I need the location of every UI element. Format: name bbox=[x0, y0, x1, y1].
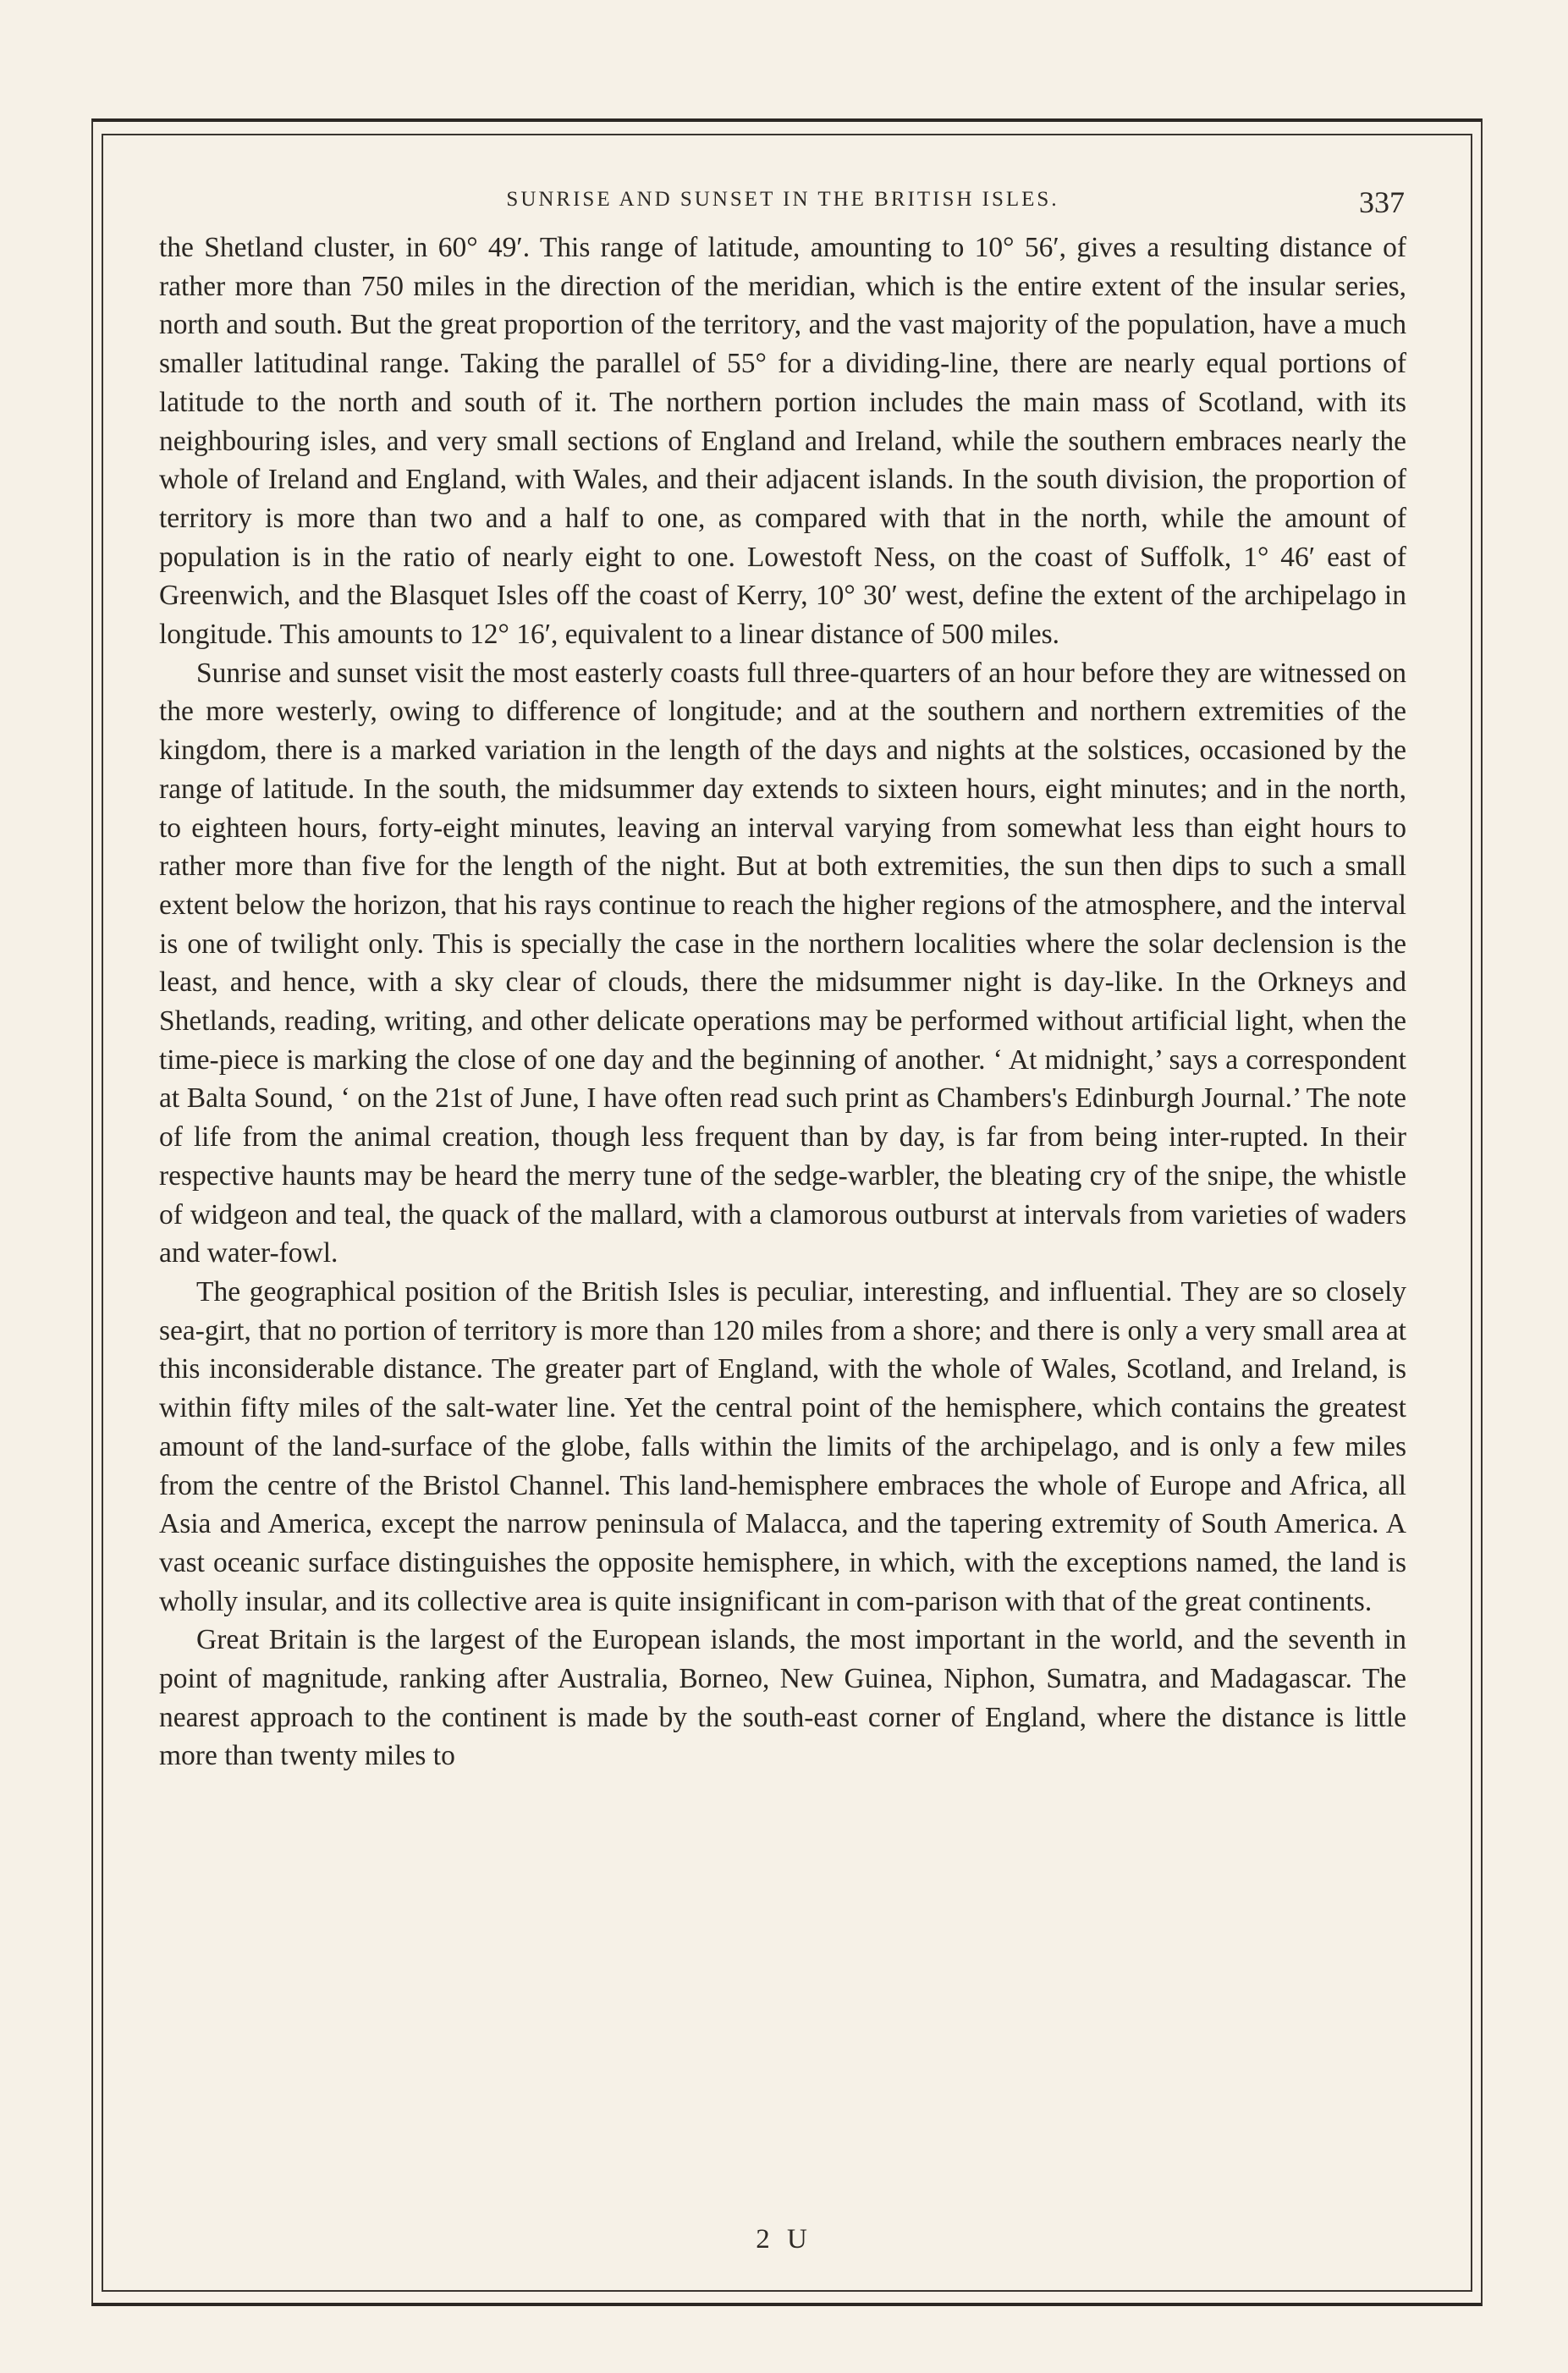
running-title: SUNRISE AND SUNSET IN THE BRITISH ISLES. bbox=[506, 188, 1059, 211]
paragraph: Sunrise and sunset visit the most easterly coasts full three-quarters of an hour before they are witnessed on the more westerly, owing to difference of longitude; and at the southern and northern extremities of the kingdom, there is a marked variation in the length of the days and nights at the solstices, occasioned by the range of latitude. In the south, the midsummer day extends to sixteen hours, eight minutes; and in the north, to eighteen hours, forty-eight minutes, leaving an interval varying from somewhat less than eight hours to rather more than five for the length of the night. But at both extremities, the sun then dips to such a small extent below the horizon, that his rays continue to reach the higher regions of the atmosphere, and the interval is one of twilight only. This is specially the case in the northern localities where the solar declension is the least, and hence, with a sky clear of clouds, there the midsummer night is day-like. In the Orkneys and Shetlands, reading, writing, and other delicate operations may be performed without artificial light, when the time-piece is marking the close of one day and the beginning of another. ‘ At midnight,’ says a correspondent at Balta Sound, ‘ on the 21st of June, I have often read such print as Chambers's Edinburgh Journal.’ The note of life from the animal creation, though less frequent than by day, is far from being inter-rupted. In their respective haunts may be heard the merry tune of the sedge-warbler, the bleating cry of the snipe, the whistle of widgeon and teal, the quack of the mallard, with a clamorous outburst at intervals from varieties of waders and water-fowl. bbox=[159, 657, 1406, 1269]
paragraph: Great Britain is the largest of the European islands, the most important in the world, and the seventh in point of magnitude, ranking after Australia, Borneo, New Guinea, Niphon, Sumatra, and Madagascar. The nearest approach to the continent is made by the south-east corner of England, where the distance is little more than twenty miles to bbox=[159, 1624, 1406, 1772]
body-text bbox=[159, 228, 1406, 1776]
paragraph: the Shetland cluster, in 60° 49′. This range of latitude, amounting to 10° 56′, gives a resulting distance of rather more than 750 miles in the direction of the meridian, which is the entire extent of the insular series, north and south. But the great proportion of the territory, and the vast majority of the population, have a much smaller latitudinal range. Taking the parallel of 55° for a dividing-line, there are nearly equal portions of latitude to the north and south of it. The northern portion includes the main mass of Scotland, with its neighbouring isles, and very small sections of England and Ireland, while the southern embraces nearly the whole of Ireland and England, with Wales, and their adjacent islands. In the south division, the proportion of territory is more than two and a half to one, as compared with that in the north, while the amount of population is in the ratio of nearly eight to one. Lowestoft Ness, on the coast of Suffolk, 1° 46′ east of Greenwich, and the Blasquet Isles off the coast of Kerry, 10° 30′ west, define the extent of the archipelago in longitude. This amounts to 12° 16′, equivalent to a linear distance of 500 miles. bbox=[159, 232, 1406, 651]
signature-mark: 2 U bbox=[756, 2224, 812, 2255]
page-number: 337 bbox=[1359, 185, 1405, 219]
running-head bbox=[161, 184, 1405, 227]
paragraph: The geographical position of the British Isles is peculiar, interesting, and influential. They are so closely sea-girt, that no portion of territory is more than 120 miles from a shore; and there is only a very small area at this inconsiderable distance. The greater part of England, with the whole of Wales, Scotland, and Ireland, is within fifty miles of the salt-water line. Yet the central point of the hemisphere, which contains the greatest amount of the land-surface of the globe, falls within the limits of the archipelago, and is only a few miles from the centre of the Bristol Channel. This land-hemisphere embraces the whole of Europe and Africa, all Asia and America, except the narrow peninsula of Malacca, and the tapering extremity of South America. A vast oceanic surface distinguishes the opposite hemisphere, in which, with the exceptions named, the land is wholly insular, and its collective area is quite insignificant in com-parison with that of the great continents. bbox=[159, 1275, 1406, 1617]
